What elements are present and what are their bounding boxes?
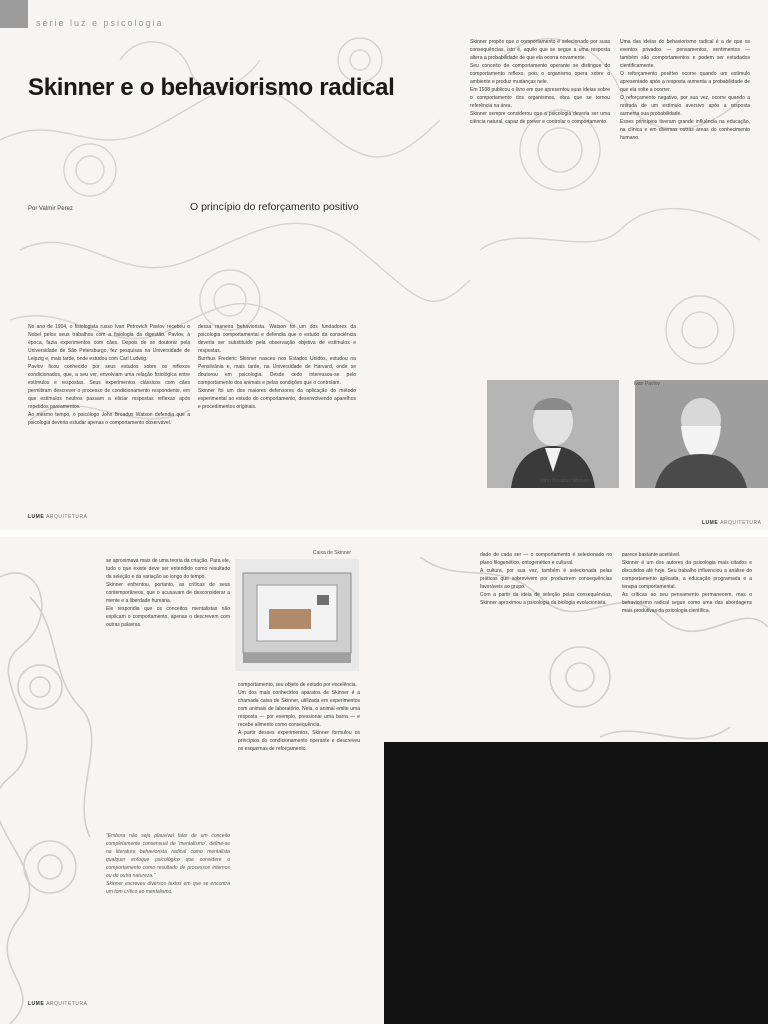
byline: Por Valmir Perez [28,206,73,212]
skinner-box-photo [235,559,359,671]
page2-column-2: comportamento, seu objeto de estudo por excelência. Um dos mais conhecidos aparatos de Skinner é a chamada caixa de Skinner, utilizada em experimentos com animais de laboratório. Nela, o animal emite uma resposta — por exemplo, pressionar uma barra — e recebe alimento como consequência. A partir desses experimentos, Skinner formulou os princípios do condicionamento operante e descreveu os esquemas de reforçamento. [238,682,360,752]
watson-caption: John Broadus Watson [540,478,590,484]
footer-brand-right [702,520,761,526]
footer-brand-name: LUME [28,514,45,520]
black-block [384,742,768,1024]
footer-section-name-bottom: ARQUITETURA [46,1001,88,1007]
series-label: série luz e psicologia [36,18,164,28]
page2-column-1-quote: "Embora não seja plausível falar de um conceito completamente consensual de 'mentalismo', define-se na literatura behaviorista radical como mentalista qualquer enfoque psicológico que considere o comportamento como resultado de processos internos ou de outra natureza." Skinner escreveu diversos textos em que se encontra um tom crítico ao mentalismo. [106,833,230,895]
corner-tab [0,0,28,28]
footer-brand-bottom [28,1001,87,1007]
footer-brand-name-right: LUME [702,520,719,526]
page2-column-3: dade de cada ser — o comportamento é selecionado no plano filogenético, ontogenético e cultural. A cultura, por sua vez, também é selecionada pelas práticas que sobrevivem por produzirem consequências favoráveis ao grupo. Com a partir da ideia de seleção pelas consequências, Skinner aproximou a psicologia da biologia evolucionista. [480,552,612,606]
pavlov-portrait-illustration [635,380,768,488]
footer-brand-name-bottom: LUME [28,1001,45,1007]
page2-column-1: se aproximava mais de uma teoria da criação. Para ele, tudo o que existe deve ser entendido como resultado da seleção e da variação ao longo do tempo. Skinner enfrentou, portanto, as críticas de seus contemporâneos, que o acusavam de desconsiderar a mente e a liberdade humana. Ele respondia que os conceitos mentalistas não explicam o comportamento, apenas o descrevem com outras palavras. [106,558,230,628]
article-subtitle: O princípio do reforçamento positivo [190,201,359,213]
page1-column-1: No ano de 1904, o fisiologista russo Ivan Petrovich Pavlov recebeu o Nobel pelos seus trabalhos com a fisiologia da digestão. Pavlov, à época, fazia experimentos com cães. Depois de se doutorar pela Universidade de São Petersburgo, fez pesquisas na Universidade de Leipzig e, mais tarde, onde estudou com Carl Ludwig. Pavlov ficou conhecido por seus estudos sobre os reflexos condicionados, que, a seu ver, envolviam uma relação fisiológica entre estímulos e respostas. Seus experimentos clássicos com cães permitiram descrever o processo de condicionamento respondente, em que estímulos neutros passam a eliciar respostas reflexas após repetidos pareamentos. Ao mesmo tempo, o psicólogo John Broadus Watson defendia que a psicologia deveria estudar apenas o comportamento observável. [28,324,190,426]
page1-column-2: dessa maneira behaviorista. Watson foi um dos fundadores da psicologia comportamental e defendia que o estudo da consciência deveria ser substituído pela observação objetiva de estímulos e respostas. Burrhus Frederic Skinner nasceu nos Estados Unidos, estudou na Pensilvânia e, mais tarde, na Universidade de Harvard, onde se doutorou em psicologia. Desde cedo interessou-se pelo comportamento dos animais e pelas condições que o controlam. Skinner foi um dos maiores defensores da aplicação do método experimental ao estudo do comportamento, desenvolvendo aparelhos e procedimentos originais. [198,324,356,410]
skinner-box-caption: Caixa de Skinner [313,550,352,556]
skinner-box-illustration [235,559,359,671]
spread-gap [0,530,768,537]
article-title: Skinner e o behaviorismo radical [28,74,395,101]
watson-portrait-illustration [487,380,619,488]
pavlov-photo [635,380,768,488]
footer-brand-left [28,514,87,520]
watson-photo [487,380,619,488]
page2-column-4: parece bastante aceitável. Skinner é um dos autores da psicologia mais citados e discutidos até hoje. Seu trabalho influenciou a análise do comportamento aplicada, a educação programada e a terapia comportamental. As críticas ao seu pensamento permanecem, mas o behaviorismo radical segue como uma das abordagens mais produtivas da psicologia científica. [622,552,752,614]
pavlov-caption: Ivan Pavlov [634,381,660,387]
footer-section-name-right: ARQUITETURA [720,520,762,526]
page1-column-4: Uma das ideias do behaviorismo radical é a de que os eventos privados — pensamentos, sentimentos — também são comportamentos e podem ser estudados cientificamente. O reforçamento positivo ocorre quando um estímulo apresentado após a resposta aumenta a probabilidade de que ela volte a ocorrer. O reforçamento negativo, por sua vez, ocorre quando a retirada de um estímulo aversivo após a resposta aumenta sua probabilidade. Esses princípios tiveram grande influência na educação, na clínica e em diversas outras áreas do conhecimento humano. [620,39,750,141]
footer-section-name: ARQUITETURA [46,514,88,520]
page1-column-3: Skinner propôs que o comportamento é selecionado por suas consequências, isto é, aquilo que se segue a uma resposta altera a probabilidade de que ela ocorra novamente. Seu conceito de comportamento operante se distingue do comportamento reflexo, pois o organismo opera sobre o ambiente e produz mudanças nele. Em 1938 publicou o livro em que apresentou suas ideias sobre o comportamento dos organismos, obra que se tornou referência na área. Skinner sempre considerou que a psicologia deveria ser uma ciência natural, capaz de prever e controlar o comportamento. [470,39,610,125]
